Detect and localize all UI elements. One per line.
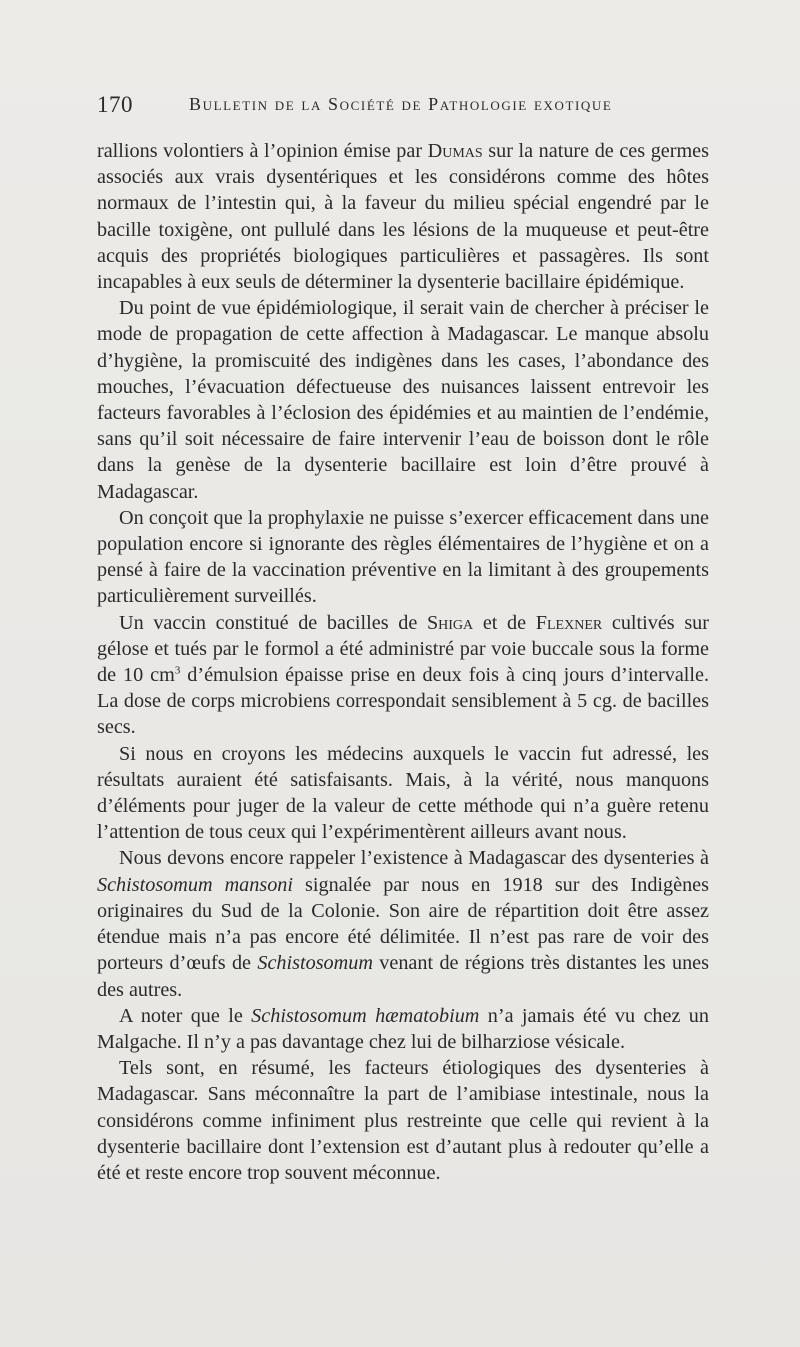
paragraph-5-text: Si nous en croyons les médecins auxquels le vaccin fut adressé, les résultats auraient été satisfaisants. Mais, à la vérité, nous manquons d’éléments pour juger de la valeur de cette méthode qui n’a guère retenu l’attention de tous ceux qui l’expérimentèrent ailleurs avant nous.	[97, 742, 709, 844]
paragraph-6-c: venant de régions très distantes les unes des autres.	[97, 952, 709, 1001]
species-schistosomum: Schistosomum	[257, 952, 373, 975]
paragraph-1-rest: sur la nature de ces germes associés aux vrais dysentériques et les considérons comme des hôtes normaux de l’intestin qui, à la faveur du milieu spécial engendré par le bacille toxigène, ont pullulé dans les lésions de la muqueuse et peut-être acquis des propriétés biologiques particulières et passagères. Ils sont incapables à eux seuls de déterminer la dysenterie bacillaire épidémique.	[97, 140, 709, 294]
species-schistosomum-haematobium: Schistosomum hæmatobium	[251, 1004, 480, 1027]
paragraph-7	[97, 1003, 709, 1055]
paragraph-4-d: d’émulsion épaisse prise en deux fois à cinq jours d’intervalle. La dose de corps microbiens correspondait sensiblement à 5 cg. de bacilles secs.	[97, 664, 709, 739]
body-text	[97, 138, 709, 1186]
paragraph-1	[97, 138, 709, 295]
author-name-flexner: Flexner	[535, 611, 603, 634]
paragraph-4-b: et de	[473, 611, 536, 634]
page-header	[97, 88, 697, 118]
paragraph-7-a: A noter que le	[119, 1004, 252, 1027]
paragraph-2	[97, 295, 709, 505]
species-schistosomum-mansoni: Schistosomum mansoni	[97, 873, 293, 896]
paragraph-6	[97, 845, 709, 1002]
paragraph-3	[97, 505, 709, 610]
author-name-shiga: Shiga	[426, 611, 474, 634]
superscript-3: 3	[174, 664, 181, 677]
paragraph-6-a: Nous devons encore rappeler l’existence à Madagascar des dysenteries à	[119, 847, 709, 870]
paragraph-8-text: Tels sont, en résumé, les facteurs étiologiques des dysenteries à Madagascar. Sans méconnaître la part de l’amibiase intestinale, nous la considérons comme infiniment plus restreinte que celle qui revient à la dysenterie bacillaire dont l’extension est d’autant plus à redouter qu’elle a été et reste encore trop souvent méconnue.	[97, 1057, 709, 1184]
paragraph-5	[97, 741, 709, 846]
author-name-dumas: Dumas	[427, 140, 483, 162]
running-head: Bulletin de la Société de Pathologie exotique	[189, 94, 613, 114]
paragraph-3-text: On conçoit que la prophylaxie ne puisse s’exercer efficacement dans une population encore si ignorante des règles élémentaires de l’hygiène et on a pensé à faire de la vaccination préventive en la limitant à des groupements particulièrement surveillés.	[97, 506, 709, 608]
paragraph-4-a: Un vaccin constitué de bacilles de	[119, 611, 427, 634]
paragraph-8	[97, 1055, 709, 1186]
paragraph-6-b: signalée par nous en 1918 sur des Indigènes originaires du Sud de la Colonie. Son aire de répartition doit être assez étendue mais n’a pas encore été délimitée. Il n’est pas rare de voir des porteurs d’œufs de	[97, 873, 709, 975]
paragraph-2-text: Du point de vue épidémiologique, il serait vain de chercher à préciser le mode de propagation de cette affection à Madagascar. Le manque absolu d’hygiène, la promiscuité des indigènes dans les cases, l’abondance des mouches, l’évacuation défectueuse des nuisances laissent entrevoir les facteurs favorables à l’éclosion des épidémies et au maintien de l’endémie, sans qu’il soit nécessaire de faire intervenir l’eau de boisson dont le rôle dans la genèse de la dysenterie bacillaire est loin d’être prouvé à Madagascar.	[97, 297, 709, 503]
page-number: 170	[97, 92, 133, 117]
paragraph-4-c: cultivés sur gélose et tués par le formol a été administré par voie buccale sous la forme de 10 cm	[97, 611, 709, 687]
paragraph-7-b: n’a jamais été vu chez un Malgache. Il n’y a pas davantage chez lui de bilharziose vésicale.	[97, 1004, 709, 1053]
paragraph-4	[97, 610, 709, 741]
paragraph-1-text: rallions volontiers à l’opinion émise par	[97, 140, 428, 162]
